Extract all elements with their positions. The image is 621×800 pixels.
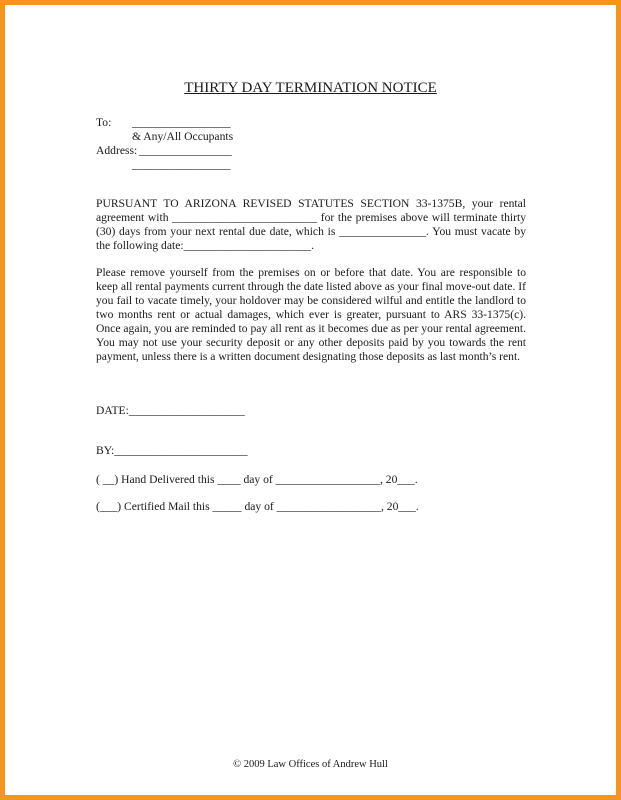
obligations-paragraph-text: Please remove yourself from the premises on or before that date. You are responsible to keep all rental payments current through the date listed above as your final move-out date. If you fail to vacate timely, your holdover may be considered wilful and entitle the landlord to two months rent or actual damages, which ever is greater, pursuant to ARS 33-1375(c). Once again, you are reminded to pay all rent as it becomes due as per your rental agreement. You may not use your security deposit or any other deposits paid by you towards the rent payment, unless there is a written document designating those deposits as last month’s rent.: [96, 266, 526, 363]
certified-mail-line: (___) Certified Mail this _____ day of __________________, 20___.: [96, 500, 419, 513]
by-signature-line: BY:_______________________: [96, 444, 248, 457]
to-label: To:: [96, 116, 112, 129]
obligations-paragraph: [96, 266, 526, 364]
hand-delivered-line: ( __) Hand Delivered this ____ day of __________________, 20___.: [96, 473, 418, 486]
statute-paragraph: [96, 197, 526, 253]
occupants-line: & Any/All Occupants: [132, 130, 234, 143]
statute-paragraph-text: PURSUANT TO ARIZONA REVISED STATUTES SECTION 33-1375B, your rental agreement with _________________________ for the premises above will terminate thirty (30) days from your next rental due date, which is _______________. You must vacate by the following date:______________________.: [96, 197, 526, 252]
copyright-footer: © 2009 Law Offices of Andrew Hull: [233, 759, 388, 770]
to-blank: _________________: [132, 116, 231, 129]
address-blank: ________________: [139, 144, 232, 157]
address-blank-second: _________________: [132, 158, 231, 171]
document-title: THIRTY DAY TERMINATION NOTICE: [184, 80, 437, 96]
address-label: Address:: [96, 144, 138, 157]
date-signature-line: DATE:____________________: [96, 404, 245, 417]
